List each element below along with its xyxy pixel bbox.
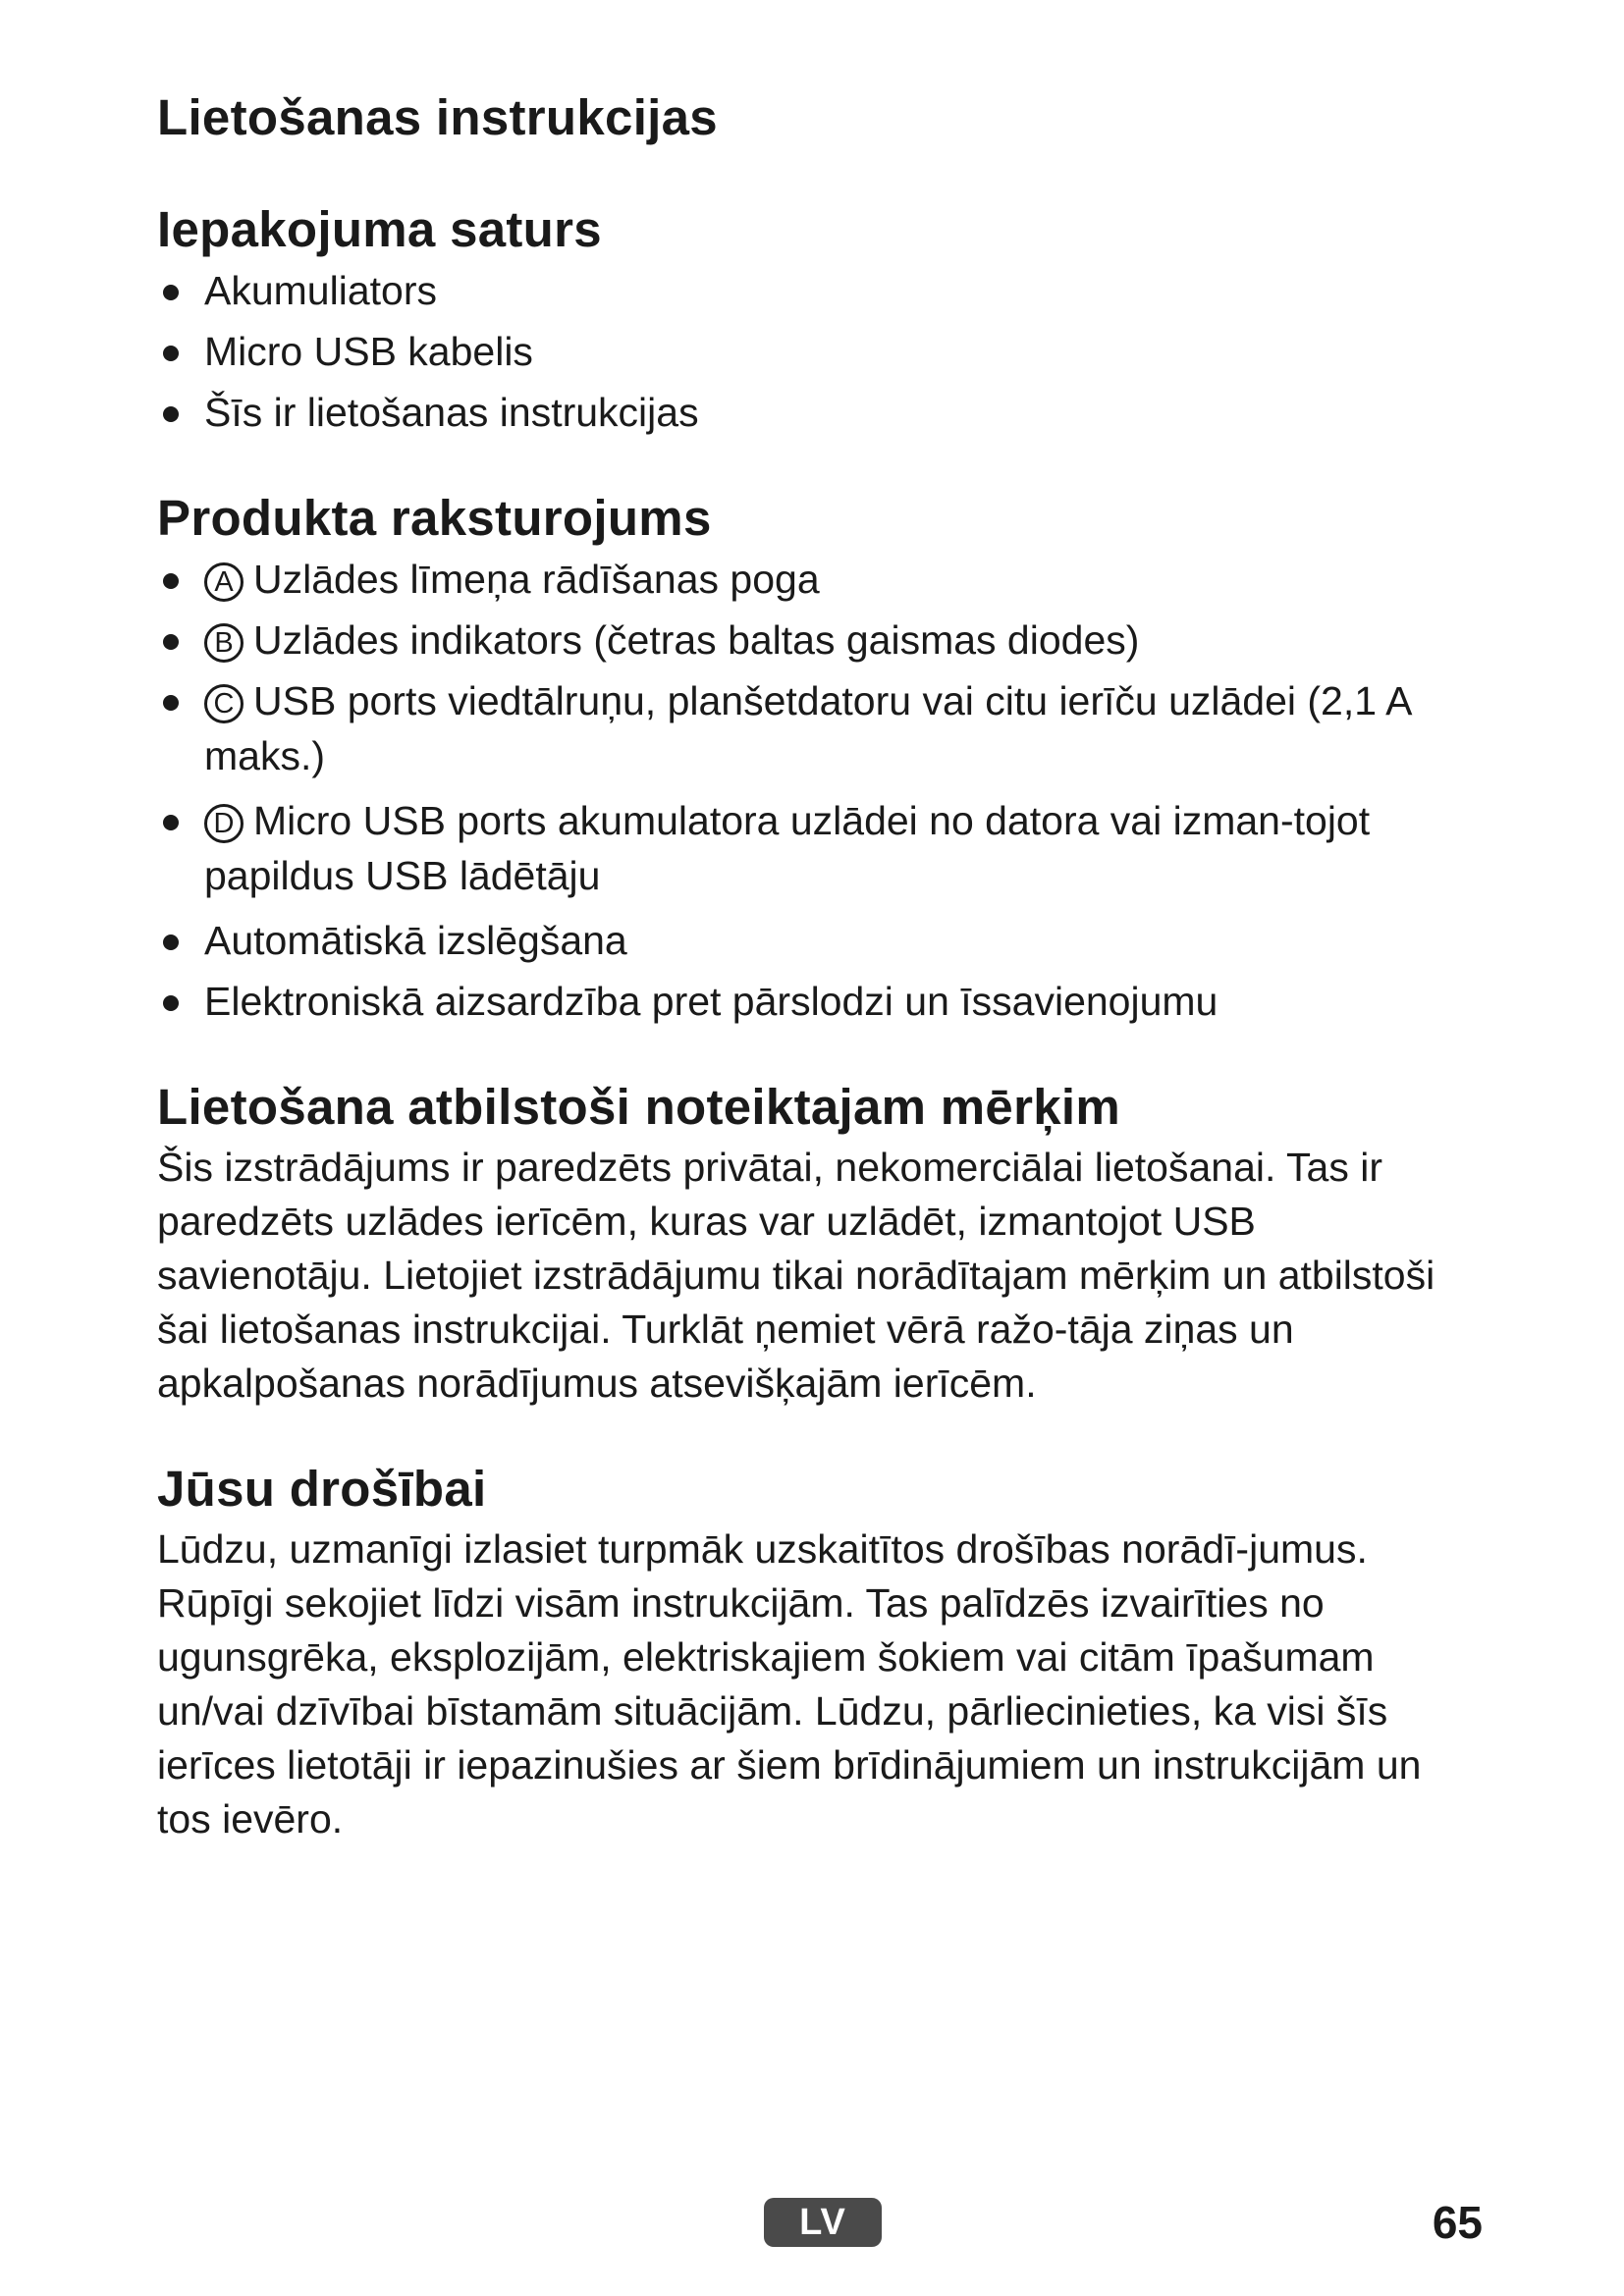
package-contents-list [157, 263, 1473, 440]
bullet-icon [163, 934, 179, 950]
list-item-text: Automātiskā izslēgšana [204, 918, 627, 963]
language-badge: LV [764, 2198, 882, 2247]
list-item-text: Uzlādes līmeņa rādīšanas poga [253, 557, 820, 602]
intended-use-heading: Lietošana atbilstoši noteiktajam mērķim [157, 1079, 1120, 1135]
package-contents-section [157, 200, 1473, 440]
list-item-text: Elektroniskā aizsardzība pret pārslodzi un īssavienojumu [204, 979, 1218, 1024]
package-contents-heading: Iepakojuma saturs [157, 201, 602, 257]
list-item [157, 552, 1473, 607]
page-title: Lietošanas instrukcijas [157, 89, 718, 145]
safety-paragraph: Lūdzu, uzmanīgi izlasiet turpmāk uzskaitītos drošības norādī-jumus. Rūpīgi sekojiet līdzi visām instrukcijām. Tas palīdzēs izvairīties no ugunsgrēka, eksplozijām, elektriskajiem šokiem vai citām īpašumam un/vai dzīvībai bīstamām situācijām. Lūdzu, pārliecinieties, ka visi šīs ierīces lietotāji ir iepazinušies ar šiem brīdinājumiem un instrukcijām un tos ievēro. [157, 1526, 1422, 1842]
bullet-icon [163, 573, 179, 589]
list-item-text: Uzlādes indikators (četras baltas gaismas diodes) [253, 617, 1140, 663]
list-item [157, 793, 1473, 903]
bullet-icon [163, 695, 179, 711]
list-item-text: Akumuliators [204, 268, 437, 313]
list-item [157, 974, 1473, 1029]
intended-use-paragraph: Šis izstrādājums ir paredzēts privātai, nekomerciālai lietošanai. Tas ir paredzēts uzlādes ierīcēm, kuras var uzlādēt, izmantojot USB savienotāju. Lietojiet izstrādājumu tikai norādītajam mērķim un atbilstoši šai lietošanas instrukcijai. Turklāt ņemiet vērā ražo-tāja ziņas un apkalpošanas norādījumus atsevišķajām ierīcēm. [157, 1145, 1435, 1406]
list-item-text: Micro USB ports akumulatora uzlādei no datora vai izman-tojot papildus USB lādētāju [204, 798, 1371, 898]
bullet-icon [163, 634, 179, 650]
bullet-icon [163, 406, 179, 422]
page-number: 65 [1432, 2197, 1483, 2248]
bullet-icon [163, 995, 179, 1011]
list-item-text: Micro USB kabelis [204, 329, 533, 374]
list-item [157, 913, 1473, 968]
list-item [157, 385, 1473, 440]
list-item [157, 263, 1473, 318]
list-item [157, 673, 1473, 783]
circled-d-icon: D [204, 804, 244, 843]
features-heading: Produkta raksturojums [157, 490, 712, 546]
features-section [157, 489, 1473, 1029]
intended-use-section [157, 1078, 1473, 1411]
bullet-icon [163, 285, 179, 300]
features-list [157, 552, 1473, 1029]
page-content [157, 88, 1473, 1896]
bullet-icon [163, 346, 179, 361]
safety-heading: Jūsu drošībai [157, 1461, 487, 1517]
list-item [157, 324, 1473, 379]
circled-c-icon: C [204, 684, 244, 723]
circled-b-icon: B [204, 623, 244, 663]
list-item-text: USB ports viedtālruņu, planšetdatoru vai citu ierīču uzlādei (2,1 A maks.) [204, 678, 1411, 778]
list-item [157, 613, 1473, 667]
list-item-text: Šīs ir lietošanas instrukcijas [204, 390, 699, 435]
circled-a-icon: A [204, 562, 244, 602]
bullet-icon [163, 815, 179, 830]
safety-section [157, 1460, 1473, 1846]
